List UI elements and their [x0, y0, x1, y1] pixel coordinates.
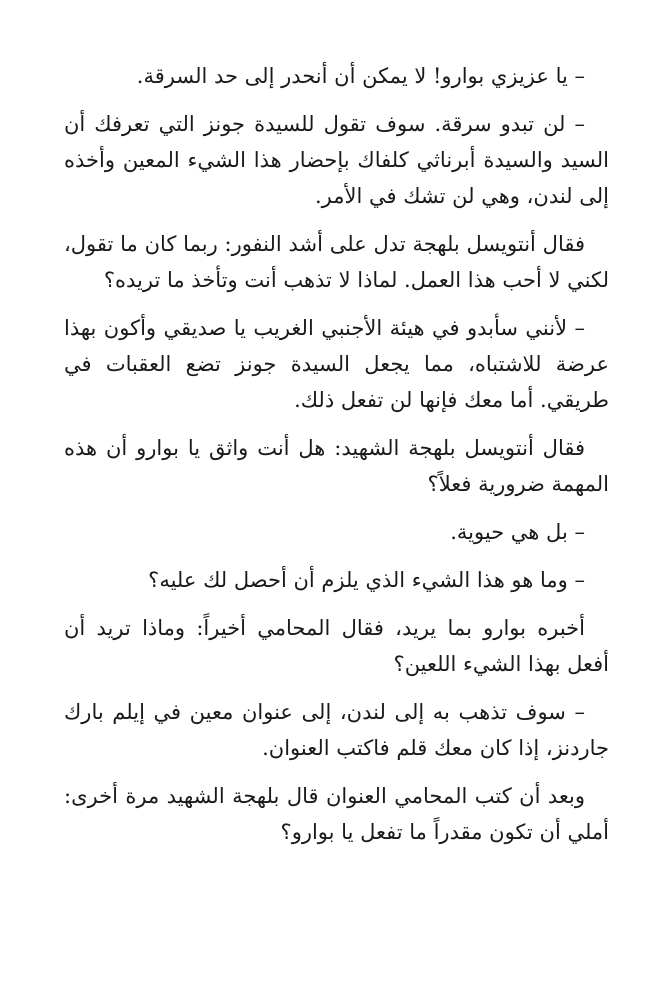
paragraph: – لن تبدو سرقة. سوف تقول للسيدة جونز التي تعرفك أن السيد والسيدة أبرناثي كلفاك بإحضار هذا الشيء المعين وأخذه إلى لندن، وهي لن تشك في الأمر.	[64, 112, 609, 208]
paragraph: – لأنني سأبدو في هيئة الأجنبي الغريب يا صديقي وأكون بهذا عرضة للاشتباه، مما يجعل السيدة جونز تضع العقبات في طريقي. أما معك فإنها لن تفعل ذلك.	[64, 316, 609, 412]
paragraph: – وما هو هذا الشيء الذي يلزم أن أحصل لك عليه؟	[148, 568, 585, 592]
paragraph: أخبره بوارو بما يريد، فقال المحامي أخيراً: وماذا تريد أن أفعل بهذا الشيء اللعين؟	[64, 616, 609, 676]
paragraph: فقال أنتويسل بلهجة تدل على أشد النفور: ربما كان ما تقول، لكني لا أحب هذا العمل. لماذا لا تذهب أنت وتأخذ ما تريده؟	[64, 232, 609, 292]
book-page	[64, 58, 609, 862]
paragraph: – يا عزيزي بوارو! لا يمكن أن أنحدر إلى حد السرقة.	[136, 64, 585, 88]
paragraph: – بل هي حيوية.	[450, 520, 585, 544]
paragraph: – سوف تذهب به إلى لندن، إلى عنوان معين في إيلم بارك جاردنز، إذا كان معك قلم فاكتب العنوان.	[64, 700, 609, 760]
paragraph: وبعد أن كتب المحامي العنوان قال بلهجة الشهيد مرة أخرى: أملي أن تكون مقدراً ما تفعل يا بوارو؟	[64, 784, 609, 844]
paragraph: فقال أنتويسل بلهجة الشهيد: هل أنت واثق يا بوارو أن هذه المهمة ضرورية فعلاً؟	[64, 436, 609, 496]
